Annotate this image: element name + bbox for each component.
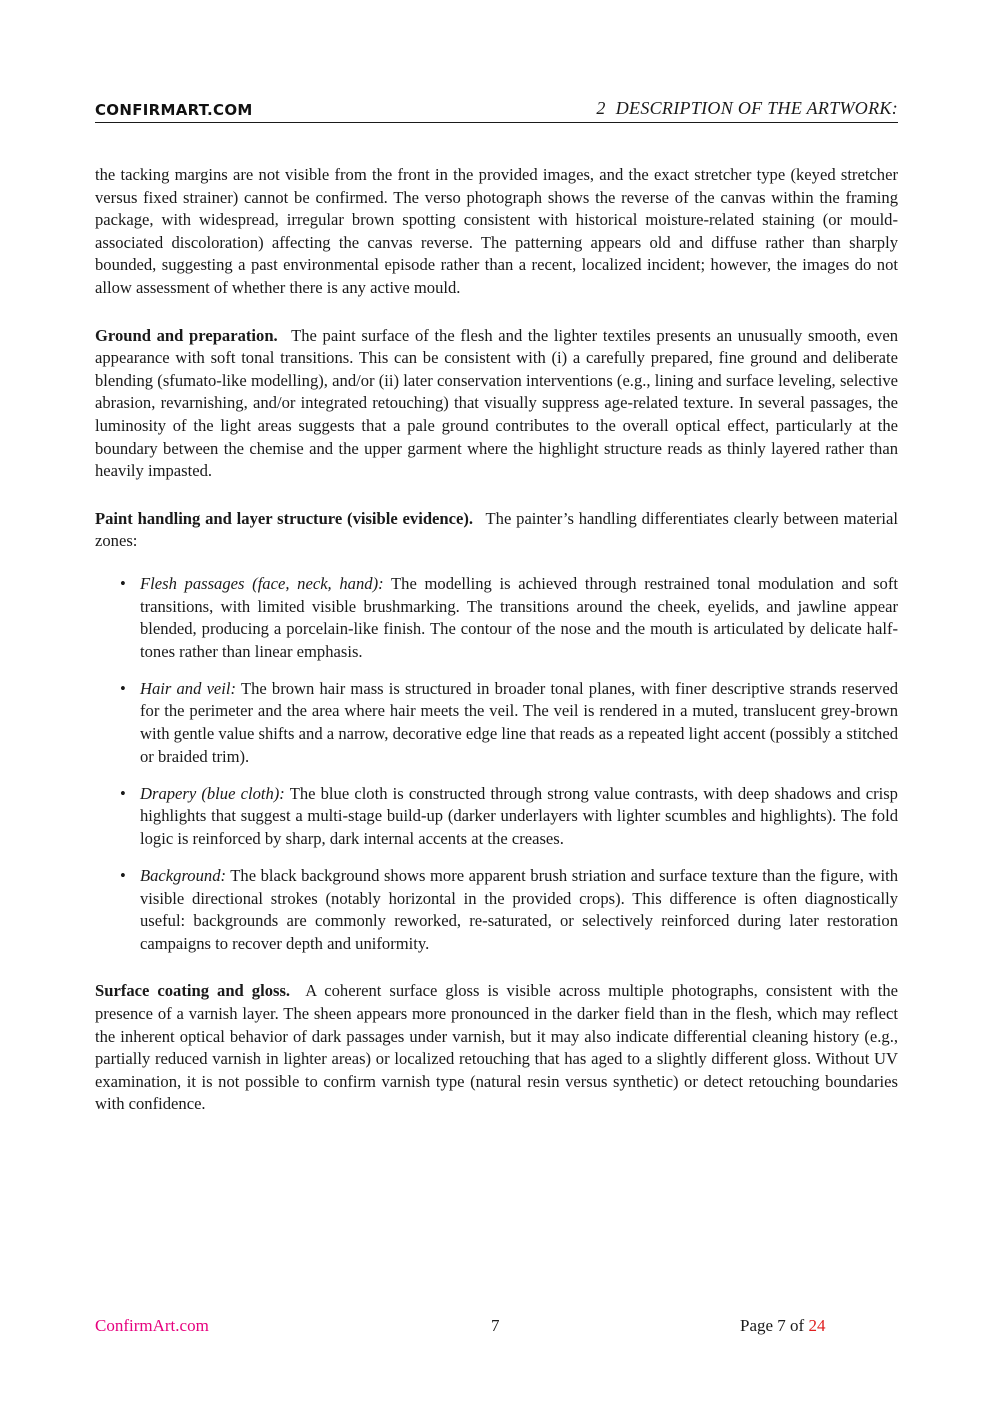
bullet-text: The brown hair mass is structured in broader tonal planes, with finer descriptive strands reserved for the perimeter and the area where hair meets the veil. The veil is rendered in a muted, translucent grey-brown with gentle value shifts and a narrow, decorative edge line that reads as a repeated light accent (possibly a stitched or braided trim).: [140, 678, 898, 766]
list-item: [140, 865, 898, 955]
bullet-label: Background:: [140, 865, 227, 885]
paint-heading: Paint handling and layer structure (visible evidence).: [95, 508, 474, 528]
paint-paragraph: [95, 508, 898, 553]
page-count: [740, 1316, 825, 1336]
surface-paragraph: [95, 980, 898, 1116]
page-prefix: Page 7 of: [740, 1316, 805, 1335]
bullet-label: Flesh passages (face, neck, hand):: [140, 573, 384, 593]
ground-paragraph: [95, 325, 898, 483]
page-total-link[interactable]: 24: [808, 1316, 826, 1335]
surface-heading: Surface coating and gloss.: [95, 981, 291, 1001]
list-item: [140, 783, 898, 851]
document-body: [95, 164, 898, 1141]
ground-text: The paint surface of the flesh and the lighter textiles presents an unusually smooth, even appearance with soft tonal transitions. This can be consistent with (i) a carefully prepared, fine ground and deliberate blending (sfumato-like modelling), and/or (ii) later conservation interventions (e.g., lining and surface leveling, selective abrasion, revarnishing, and/or integrated retouching) that visually suppress age-related texture. In several passages, the luminosity of the light areas suggests that a pale ground contributes to the overall optical effect, particularly at the boundary between the chemise and the upper garment where the highlight structure reads as thinly layered rather than heavily impasted.: [95, 325, 898, 481]
confirmart-logo[interactable]: CONFIRMART.COM: [95, 101, 253, 119]
bullet-text: The modelling is achieved through restrained tonal modulation and soft transitions, with limited visible brushmarking. The transitions around the cheek, eyelids, and jawline appear blended, producing a porcelain-like finish. The contour of the nose and the mouth is articulated by delicate half-tones rather than linear emphasis.: [140, 573, 898, 661]
bullet-text: The blue cloth is constructed through strong value contrasts, with deep shadows and crisp highlights that suggest a multi-stage build-up (darker underlayers with lighter scumbles and highlights). The fold logic is reinforced by sharp, dark internal accents at the creases.: [140, 783, 898, 848]
material-zones-list: [95, 573, 898, 955]
list-item: [140, 678, 898, 768]
page-number: 7: [491, 1316, 500, 1335]
bullet-label: Hair and veil:: [140, 678, 237, 698]
site-link[interactable]: ConfirmArt.com: [95, 1316, 209, 1335]
bullet-text: The black background shows more apparent brush striation and surface texture than the figure, with visible directional strokes (notably horizontal in the provided crops). This difference is often diagnostically useful: backgrounds are commonly reworked, re-saturated, or selectively reinforced during later restoration campaigns to recover depth and uniformity.: [140, 865, 898, 953]
page-header: [95, 98, 898, 123]
bullet-label: Drapery (blue cloth):: [140, 783, 285, 803]
paint-text: The painter’s handling differentiates clearly between material zones:: [95, 508, 898, 551]
section-number: 2: [596, 98, 606, 118]
running-title: [596, 98, 898, 119]
surface-text: A coherent surface gloss is visible across multiple photographs, consistent with the presence of a varnish layer. The sheen appears more pronounced in the darker field than in the flesh, which may reflect the inherent optical behavior of dark passages under varnish, but it may also indicate differential cleaning history (e.g., partially reduced varnish in lighter areas) or localized retouching that has aged to a slightly different gloss. Without UV examination, it is not possible to confirm varnish type (natural resin versus synthetic) or detect retouching boundaries with confidence.: [95, 981, 899, 1114]
section-title: DESCRIPTION OF THE ARTWORK:: [615, 98, 898, 118]
intro-paragraph: the tacking margins are not visible from the front in the provided images, and the exact stretcher type (keyed stretcher versus fixed strainer) cannot be confirmed. The verso photograph shows the reverse of the canvas within the framing package, with widespread, irregular brown spotting consistent with historical moisture-related staining (or mould-associated discoloration) affecting the canvas reverse. The patterning appears old and diffuse rather than sharply bounded, suggesting a past environmental episode rather than a recent, localized incident; however, the images do not allow assessment of whether there is any active mould.: [95, 165, 898, 297]
page-footer: [95, 1316, 898, 1340]
ground-heading: Ground and preparation.: [95, 325, 278, 345]
list-item: [140, 573, 898, 663]
